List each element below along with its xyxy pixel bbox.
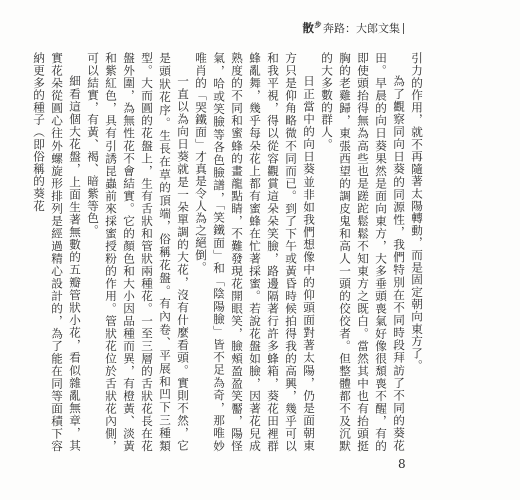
header-divider [403, 23, 404, 34]
running-header [303, 20, 409, 36]
page-number: 8 [398, 457, 406, 471]
header-brand: 散$^步$ [302, 20, 322, 35]
paragraph: 細看這個大花盤，上面生著無數的五瓣管狀小花，看似雜亂無章，其實花朵從圓心往外螺旋形排列是經過精心設計的，為了能在同等面積下容納更多的種子（即俗稱的葵花 [32, 52, 82, 452]
paragraph: 為了觀察同向日葵的同源性，我們特別在不同時段拜訪了不同的葵花田。早晨的向日葵果然是面向東方，大多垂頭喪氣好像很頹喪不醒，有的即使頭抬得無為高些也是蹉跎鬆鬆不知東方之既白。當然其中也有抬頭挺胸的老雞歸，東張西望的調皮鬼和高人一頭的佼佼者。但整體都不及沉默的大多數的群人。 [320, 52, 406, 452]
body-text [32, 52, 426, 452]
paragraph: 引力的作用，就不再隨著太陽轉動，而是固定朝向東方了。 [410, 52, 424, 372]
paragraph: 日正當中的向日葵並非如我們想像中的仰頭面對著太陽，仍是面朝東方只是仰角略微不同而已。到了下午或黃昏時候拍得我的高興，幾乎可以和我平視，得以從容觀賞這朵朵笑臉，路邊隔著行許多蜂箱，葵花田裡群蜂亂舞，幾乎每朵花上都有蜜蜂在忙著採蜜。若說花盤如臉，因著花兒成熟度的不同和蜜蜂的畫龍點睛，不難發現花開眼笑，臉頰盈盈笑靨，陽怪氣，哈或笑臉等各色臉譜，「笑鐵面」和「陰陽臉」皆不足為奇，那唯妙唯肖的「哭鐵面」才真是令人為之絕倒。 [194, 52, 316, 452]
header-book-title: 奔路：大郎文集 [323, 22, 400, 35]
paragraph: 一直以為向日葵就是一朵單調的大花，沒有什麼看頭。實則不然，它是頭狀花序。生長在草的頂端，俗稱花盤。有內卷、平展和凹下三種類型。大而圓的花盤上，生有舌狀和管狀兩種花。一至三層的舌狀花長在花盤外圍，為無性花不會結實。它的顏色和大小因品種而異，有橙黃、淡黃和紫紅色，具有引誘昆蟲前來採蜜授粉的作用。管狀花位於舌狀花內側，可以結實，有黃、褐、暗紫等色。 [86, 52, 190, 452]
